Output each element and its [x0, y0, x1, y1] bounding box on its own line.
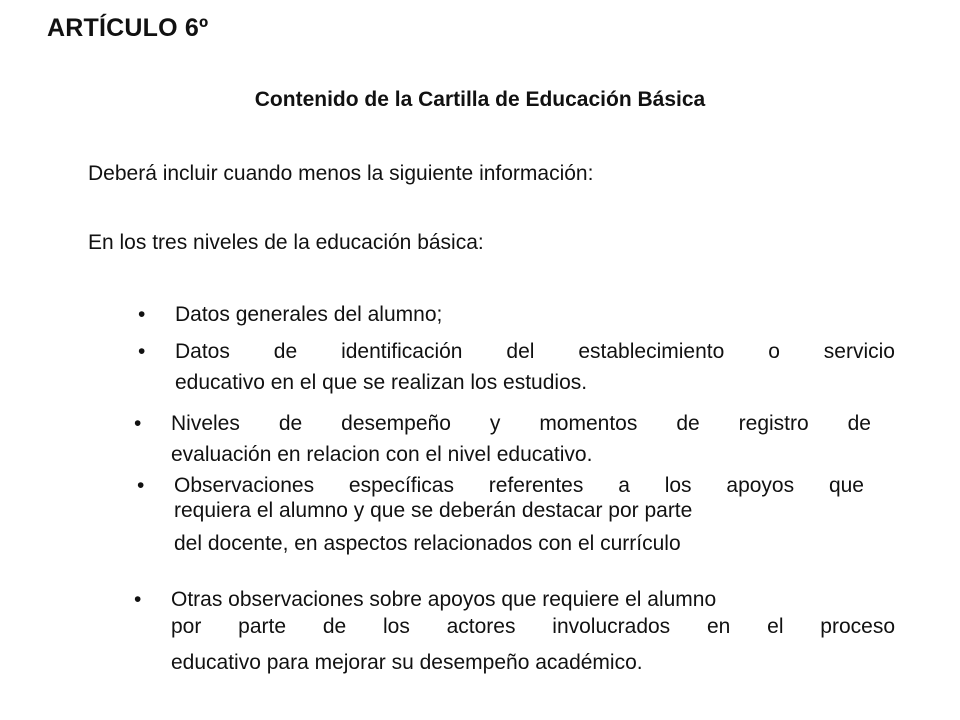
list-item-observaciones-especificas	[137, 471, 864, 559]
list-item-text: educativo para mejorar su desempeño académico.	[171, 651, 643, 674]
list-item-datos-generales	[138, 299, 895, 330]
list-item-datos-identificacion	[138, 336, 895, 398]
bullet-icon: •	[137, 474, 145, 497]
bullet-icon: •	[134, 588, 142, 611]
intro-line-1: Deberá incluir cuando menos la siguiente información:	[88, 162, 594, 185]
bullet-icon: •	[138, 303, 146, 326]
list-item-text: Datos generales del alumno;	[175, 303, 443, 326]
section-subtitle: Contenido de la Cartilla de Educación Básica	[254, 88, 706, 111]
list-item-text: evaluación en relacion con el nivel educativo.	[171, 443, 593, 466]
list-item-text: requiera el alumno y que se deberán destacar por parte	[174, 499, 693, 522]
bullet-icon: •	[138, 340, 146, 363]
list-item-niveles-desempeno	[134, 408, 871, 470]
bullet-icon: •	[134, 412, 142, 435]
list-item-text: del docente, en aspectos relacionados con el currículo	[174, 532, 681, 555]
article-heading: ARTÍCULO 6º	[47, 14, 209, 42]
list-item-text: Niveles de desempeño y momentos de registro de	[171, 412, 871, 435]
list-item-text: Observaciones específicas referentes a los apoyos que	[174, 474, 864, 497]
list-item-text: Datos de identificación del establecimiento o servicio	[175, 340, 895, 363]
intro-line-2: En los tres niveles de la educación básica:	[88, 231, 484, 254]
list-item-otras-observaciones	[134, 584, 895, 678]
list-item-text: educativo en el que se realizan los estudios.	[175, 371, 588, 394]
list-item-text: Otras observaciones sobre apoyos que requiere el alumno	[171, 588, 717, 611]
list-item-text: por parte de los actores involucrados en el proceso	[171, 615, 895, 638]
